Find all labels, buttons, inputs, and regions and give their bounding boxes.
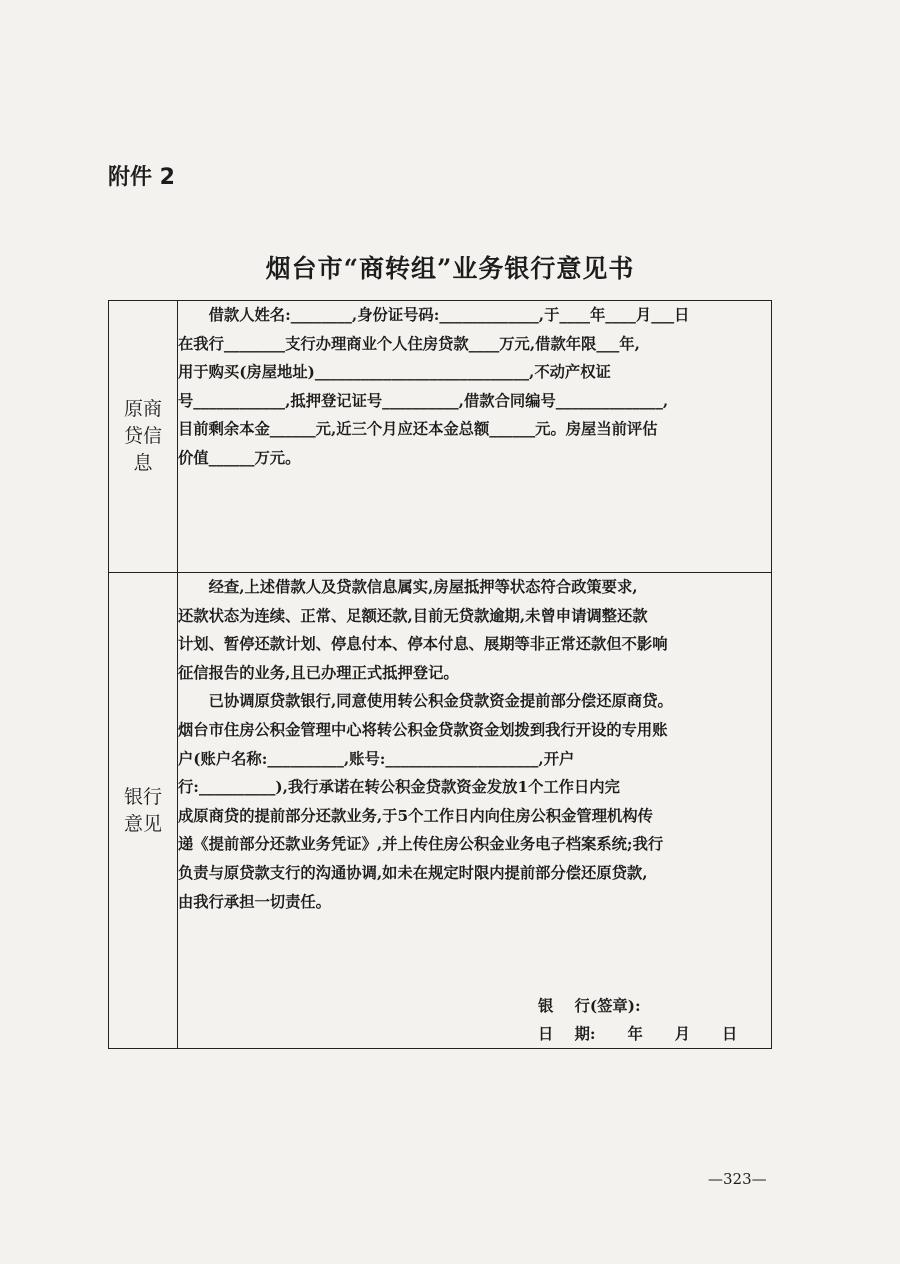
opinion-line: 由我行承担一切责任。 — [178, 892, 331, 911]
opinion-form-table — [108, 300, 772, 1049]
opinion-line: 户(账户名称:__________,账号:____________________,开户 — [178, 749, 575, 768]
bank-seal-line: 银 行(签章): — [538, 997, 641, 1016]
opinion-line: 经查,上述借款人及贷款信息属实,房屋抵押等状态符合政策要求, — [208, 578, 638, 596]
loan-info-content — [178, 301, 772, 573]
opinion-line: 负责与原贷款支行的沟通协调,如未在规定时限内提前部分偿还原贷款, — [178, 863, 648, 882]
opinion-line: 计划、暂停还款计划、停息付本、停本付息、展期等非正常还款但不影响 — [178, 635, 668, 654]
date-line: 日 期: 年 月 日 — [538, 1025, 738, 1044]
opinion-line: 烟台市住房公积金管理中心将转公积金贷款资金划拨到我行开设的专用账 — [178, 720, 668, 739]
opinion-line: 还款状态为连续、正常、足额还款,目前无贷款逾期,未曾申请调整还款 — [178, 606, 648, 625]
loan-info-line: 号____________,抵押登记证号__________,借款合同编号______________, — [178, 391, 669, 410]
loan-info-line: 在我行________支行办理商业个人住房贷款____万元,借款年限___年, — [178, 334, 640, 353]
bank-opinion-label: 银行意见 — [123, 785, 162, 835]
signature-block — [178, 992, 771, 1048]
opinion-line: 递《提前部分还款业务凭证》,并上传住房公积金业务电子档案系统;我行 — [178, 835, 664, 854]
bank-opinion-content — [178, 573, 772, 1049]
opinion-line: 已协调原贷款银行,同意使用转公积金贷款资金提前部分偿还原商贷。 — [208, 692, 673, 711]
opinion-line: 征信报告的业务,且已办理正式抵押登记。 — [178, 663, 459, 682]
loan-info-line: 目前剩余本金______元,近三个月应还本金总额______元。房屋当前评估 — [178, 420, 658, 438]
loan-info-label: 原商贷信息 — [123, 398, 162, 474]
bank-opinion-label-cell — [109, 573, 178, 1049]
loan-info-line: 借款人姓名:________,身份证号码:_____________,于____年____月___日 — [208, 306, 690, 324]
attachment-label: 附件 2 — [108, 165, 175, 190]
document-title: 烟台市“商转组”业务银行意见书 — [265, 254, 635, 283]
opinion-line: 行:__________),我行承诺在转公积金贷款资金发放1个工作日内完 — [178, 778, 620, 797]
loan-info-line: 用于购买(房屋地址)____________________________,不动产权证 — [178, 363, 611, 381]
loan-info-line: 价值______万元。 — [178, 448, 301, 467]
loan-info-row — [109, 301, 772, 573]
page-number: —323— — [708, 1170, 767, 1188]
loan-info-label-cell — [109, 301, 178, 573]
bank-opinion-row — [109, 573, 772, 1049]
opinion-line: 成原商贷的提前部分还款业务,于5个工作日内向住房公积金管理机构传 — [178, 806, 653, 825]
